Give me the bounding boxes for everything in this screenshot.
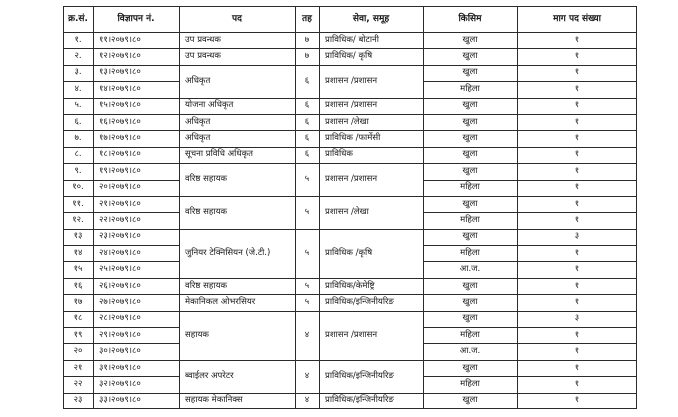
service-group: प्राविधिक <box>325 149 353 160</box>
row-rule <box>423 393 637 394</box>
row-rule <box>423 81 637 82</box>
serial-number: १. <box>74 34 82 45</box>
level: ४ <box>304 395 310 406</box>
row-rule <box>63 147 179 148</box>
row-rule <box>423 180 637 181</box>
row-rule <box>63 311 179 312</box>
level: ६ <box>304 116 310 127</box>
group-rule <box>179 229 423 230</box>
serial-number: १२. <box>72 215 84 225</box>
post-count: ३ <box>574 313 580 324</box>
post-count: १ <box>574 182 580 193</box>
row-rule <box>63 376 179 377</box>
post-name: सहायक मेकानिक्स <box>185 395 243 406</box>
row-rule <box>63 196 179 197</box>
service-group: प्रशासन /लेखा <box>325 116 369 127</box>
advertisement-number: १५।२०७९।८० <box>99 100 141 111</box>
service-group: प्रशासन /प्रशासन <box>325 329 378 340</box>
group-rule <box>179 147 423 148</box>
row-rule <box>423 114 637 115</box>
advertisement-number: २०।२०७९।८० <box>99 182 141 193</box>
post-name: वरिष्ठ सहायक <box>185 174 228 185</box>
vacancy-type: महिला <box>460 215 480 225</box>
row-rule <box>63 393 179 394</box>
advertisement-number: ३३।२०७९।८० <box>99 395 141 406</box>
post-count: १ <box>574 198 580 209</box>
advertisement-number: ३०।२०७९।८० <box>99 346 141 357</box>
advertisement-number: १९।२०७९।८० <box>99 165 141 176</box>
vacancy-type: खुला <box>462 395 478 406</box>
row-rule <box>423 65 637 66</box>
serial-number: १७ <box>73 296 83 307</box>
post-count: १ <box>574 362 580 373</box>
serial-number: २३ <box>73 395 83 406</box>
serial-number: ४. <box>74 83 82 94</box>
post-count: १ <box>574 378 580 389</box>
serial-number: ७. <box>74 133 82 144</box>
row-rule <box>423 229 637 230</box>
row-rule <box>63 261 179 262</box>
vacancy-type: महिला <box>460 247 480 258</box>
service-group: प्राविधिक /कृषि <box>325 247 373 258</box>
advertisement-number: ११।२०७९।८० <box>99 34 141 45</box>
row-rule <box>423 130 637 131</box>
header-post-count: माग पद संख्या <box>553 13 601 24</box>
advertisement-number: २८।२०७९।८० <box>99 313 141 324</box>
post-count: १ <box>574 264 580 275</box>
row-rule <box>423 278 637 279</box>
post-count: १ <box>574 116 580 127</box>
vacancy-type: खुला <box>462 231 478 242</box>
level: ६ <box>304 75 310 86</box>
row-rule <box>63 212 179 213</box>
advertisement-number: २७।२०७९।८० <box>99 296 141 307</box>
group-rule <box>179 196 423 197</box>
level: ६ <box>304 133 310 144</box>
group-rule <box>179 294 423 295</box>
row-rule <box>63 245 179 246</box>
serial-number: १८ <box>73 313 83 324</box>
post-count: १ <box>574 296 580 307</box>
level: ५ <box>304 247 310 258</box>
service-group: प्रशासन /प्रशासन <box>325 100 378 111</box>
advertisement-number: १७।२०७९।८० <box>99 133 141 144</box>
row-rule <box>63 343 179 344</box>
vacancy-type: महिला <box>460 329 480 340</box>
row-rule <box>63 65 179 66</box>
header-post: पद <box>232 13 242 24</box>
serial-number: ११. <box>72 198 84 209</box>
advertisement-number: २६।२०७९।८० <box>99 280 141 291</box>
row-rule <box>423 147 637 148</box>
service-group: प्राविधिक/इन्जिनीयरिङ <box>325 395 394 406</box>
post-count: १ <box>574 67 580 78</box>
serial-number: १६ <box>73 280 83 291</box>
advertisement-number: ३२।२०७९।८० <box>99 378 141 389</box>
row-rule <box>63 163 179 164</box>
post-name: वरिष्ठ सहायक <box>185 280 228 291</box>
post-count: १ <box>574 34 580 45</box>
post-name: सूचना प्रविधि अधिकृत <box>185 149 253 160</box>
row-rule <box>63 294 179 295</box>
vacancy-type: खुला <box>462 149 478 160</box>
vacancy-type: खुला <box>462 280 478 291</box>
advertisement-number: १४।२०७९।८० <box>99 83 141 94</box>
advertisement-number: २४।२०७९।८० <box>99 247 141 258</box>
post-count: १ <box>574 280 580 291</box>
post-name: अधिकृत <box>185 116 211 127</box>
service-group: प्रशासन /प्रशासन <box>325 174 378 185</box>
post-name: वरिष्ठ सहायक <box>185 206 228 217</box>
row-rule <box>423 48 637 49</box>
group-rule <box>179 98 423 99</box>
vacancy-type: खुला <box>462 67 478 78</box>
row-rule <box>63 81 179 82</box>
row-rule <box>423 360 637 361</box>
group-rule <box>179 48 423 49</box>
row-rule <box>423 294 637 295</box>
serial-number: ३. <box>74 67 82 78</box>
vacancy-type: आ.ज. <box>459 346 481 357</box>
post-name: जुनियर टेक्निसियन (जे.टी.) <box>185 247 271 258</box>
level: ५ <box>304 296 310 307</box>
vacancy-type: महिला <box>460 378 480 389</box>
vacancy-type: खुला <box>462 34 478 45</box>
advertisement-number: १६।२०७९।८० <box>99 116 141 127</box>
row-rule <box>63 229 179 230</box>
serial-number: ९. <box>74 165 82 176</box>
vacancy-type: खुला <box>462 198 478 209</box>
group-rule <box>179 360 423 361</box>
service-group: प्राविधिक/ बोटानी <box>325 34 379 45</box>
level: ७ <box>304 34 310 45</box>
vacancy-type: खुला <box>462 100 478 111</box>
group-rule <box>179 65 423 66</box>
serial-number: ६. <box>74 116 82 127</box>
level: ६ <box>304 149 310 160</box>
serial-number: ५. <box>74 100 82 111</box>
row-rule <box>423 327 637 328</box>
row-rule <box>423 261 637 262</box>
level: ५ <box>304 280 310 291</box>
post-name: योजना अधिकृत <box>185 100 234 111</box>
vacancy-type: खुला <box>462 116 478 127</box>
post-count: १ <box>574 51 580 62</box>
table-border-top <box>63 6 637 7</box>
vacancy-type: आ.ज. <box>459 264 481 275</box>
header-service-group: सेवा, समूह <box>352 13 390 24</box>
post-name: उप प्रवन्धक <box>185 34 221 45</box>
post-name: सहायक <box>185 329 209 340</box>
post-count: ३ <box>574 231 580 242</box>
vacancy-type: खुला <box>462 51 478 62</box>
row-rule <box>63 48 179 49</box>
row-rule <box>63 327 179 328</box>
post-count: १ <box>574 329 580 340</box>
row-rule <box>423 212 637 213</box>
post-count: १ <box>574 395 580 406</box>
service-group: प्रशासन /लेखा <box>325 206 369 217</box>
group-rule <box>179 311 423 312</box>
group-rule <box>179 393 423 394</box>
advertisement-number: १२।२०७९।८० <box>99 51 141 62</box>
advertisement-number: २२।२०७९।८० <box>99 215 141 225</box>
vacancy-type: खुला <box>462 362 478 373</box>
serial-number: २१ <box>73 362 83 373</box>
advertisement-number: २९।२०७९।८० <box>99 329 141 340</box>
header-advertisement-no: विज्ञापन नं. <box>117 13 155 24</box>
service-group: प्राविधिक/इन्जिनीयरिङ <box>325 370 394 381</box>
row-rule <box>63 180 179 181</box>
level: ५ <box>304 174 310 185</box>
advertisement-number: २५।२०७९।८० <box>99 264 141 275</box>
header-level: तह <box>302 13 312 24</box>
advertisement-number: १८।२०७९।८० <box>99 149 141 160</box>
row-rule <box>423 311 637 312</box>
service-group: प्रशासन /प्रशासन <box>325 75 378 86</box>
post-count: १ <box>574 215 580 225</box>
post-name: मेकानिकल ओभरसियर <box>185 296 256 307</box>
vacancy-type: महिला <box>460 83 480 94</box>
serial-number: १३ <box>73 231 83 242</box>
post-name: अधिकृत <box>185 133 211 144</box>
serial-number: २२ <box>73 378 83 389</box>
post-count: १ <box>574 83 580 94</box>
level: ४ <box>304 329 310 340</box>
header-sn: क्र.सं. <box>68 13 88 24</box>
post-count: १ <box>574 247 580 258</box>
vacancy-type: खुला <box>462 296 478 307</box>
row-rule <box>423 163 637 164</box>
row-rule <box>63 360 179 361</box>
vacancy-type: खुला <box>462 313 478 324</box>
post-count: १ <box>574 133 580 144</box>
header-rule <box>63 32 637 33</box>
post-name: ब्वाईलर अपरेटर <box>185 370 234 381</box>
level: ५ <box>304 206 310 217</box>
vacancy-type: खुला <box>462 133 478 144</box>
serial-number: २. <box>74 51 82 62</box>
row-rule <box>423 98 637 99</box>
post-count: १ <box>574 100 580 111</box>
post-count: १ <box>574 149 580 160</box>
advertisement-number: २१।२०७९।८० <box>99 198 141 209</box>
group-rule <box>179 278 423 279</box>
vacancy-table <box>63 6 637 409</box>
row-rule <box>63 114 179 115</box>
serial-number: १९ <box>73 329 83 340</box>
serial-number: १०. <box>72 182 84 193</box>
serial-number: ८. <box>74 149 82 160</box>
vacancy-type: खुला <box>462 165 478 176</box>
post-count: १ <box>574 346 580 357</box>
advertisement-number: ३१।२०७९।८० <box>99 362 141 373</box>
row-rule <box>423 196 637 197</box>
service-group: प्राविधिक /फार्मेसी <box>325 133 381 144</box>
row-rule <box>423 245 637 246</box>
group-rule <box>179 130 423 131</box>
level: ४ <box>304 370 310 381</box>
service-group: प्राविधिक/इन्जिनीयरिङ <box>325 296 394 307</box>
row-rule <box>63 278 179 279</box>
advertisement-number: २३।२०७९।८० <box>99 231 141 242</box>
row-rule <box>423 376 637 377</box>
post-name: उप प्रवन्धक <box>185 51 221 62</box>
vacancy-type: महिला <box>460 182 480 193</box>
advertisement-number: १३।२०७९।८० <box>99 67 141 78</box>
row-rule <box>63 130 179 131</box>
serial-number: २० <box>73 346 83 357</box>
group-rule <box>179 163 423 164</box>
serial-number: १५ <box>73 264 83 275</box>
service-group: प्राविधिक/ कृषि <box>325 51 373 62</box>
serial-number: १४ <box>73 247 83 258</box>
post-count: १ <box>574 165 580 176</box>
row-rule <box>63 98 179 99</box>
level: ६ <box>304 100 310 111</box>
post-name: अधिकृत <box>185 75 211 86</box>
table-border-bottom <box>63 408 637 409</box>
row-rule <box>423 343 637 344</box>
level: ७ <box>304 51 310 62</box>
group-rule <box>179 114 423 115</box>
header-type: किसिम <box>458 13 482 24</box>
service-group: प्राविधिक/केमेष्ट्रि <box>325 280 375 291</box>
